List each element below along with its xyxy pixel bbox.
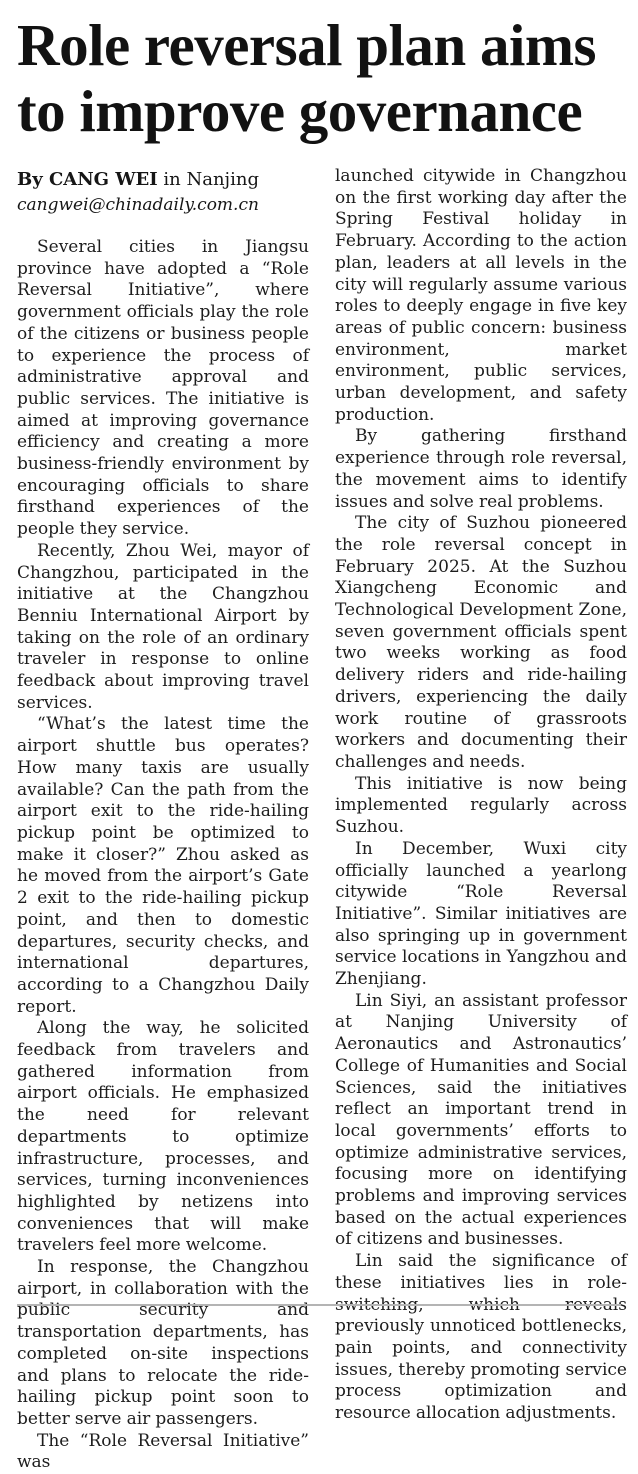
body-paragraph: The city of Suzhou pioneered the role reversal concept in February 2025. At the Suzhou Xiangcheng Economic and Technological Development Zone, seven government officials spent two weeks working as food delivery riders and ride-hailing drivers, experiencing the daily work routine of grassroots workers and documenting their challenges and needs. [335,513,627,772]
byline-author: By CANG WEI [17,169,158,190]
body-paragraph: The “Role Reversal Initiative” was [17,1430,309,1473]
body-paragraph: In response, the Changzhou airport, in collaboration with the public security and transportation departments, has completed on-site inspections and plans to relocate the ride-hailing pickup point soon to better serve air passengers. [17,1257,309,1429]
body-paragraph: “What’s the latest time the airport shuttle bus operates? How many taxis are usually available? Can the path from the airport exit to the ride-hailing pickup point be optimized to make it closer?” Zhou asked as he moved from the airport’s Gate 2 exit to the ride-hailing pickup point, and then to domestic departures, security checks, and international departures, according to a Changzhou Daily report. [17,714,309,1017]
right-column-paragraphs [335,166,627,1425]
headline-line-1: Role reversal plan aims [17,12,596,78]
body-paragraph: Lin Siyi, an assistant professor at Nanjing University of Aeronautics and Astronautics’ College of Humanities and Social Sciences, said the initiatives reflect an important trend in local governments’ efforts to optimize administrative services, focusing more on identifying problems and improving services based on the actual experiences of citizens and businesses. [335,990,627,1250]
body-paragraph: Lin said the significance of these initiatives lies in role-switching, which reveals previously unnoticed bottlenecks, pain points, and connectivity issues, thereby promoting service process optimization and resource allocation adjustments. [335,1251,627,1424]
column-right [335,166,627,1425]
column-left [17,166,309,1474]
article-columns [17,166,627,1474]
body-paragraph: Several cities in Jiangsu province have adopted a “Role Reversal Initiative”, where government officials play the role of the citizens or business people to experience the process of administrative approval and public services. The initiative is aimed at improving governance efficiency and creating a more business-friendly environment by encouraging officials to share firsthand experiences of the people they service. [17,237,309,540]
byline [17,168,309,217]
body-paragraph: Along the way, he solicited feedback from travelers and gathered information from airport officials. He emphasized the need for relevant departments to optimize infrastructure, processes, and services, turning inconveniences highlighted by netizens into conveniences that will make travelers feel more welcome. [17,1018,309,1256]
byline-email: cangwei@chinadaily.com.cn [17,195,259,215]
left-column-paragraphs [17,237,309,1474]
body-paragraph: This initiative is now being implemented regularly across Suzhou. [335,773,627,838]
body-paragraph: launched citywide in Changzhou on the first working day after the Spring Festival holiday in February. According to the action plan, leaders at all levels in the city will regularly assume various roles to deeply engage in five key areas of public concern: business environment, market environment, public services, urban development, and safety production. [335,166,627,425]
article-headline [17,12,621,144]
footer-divider [17,1304,621,1306]
headline-line-2: to improve governance [17,78,583,144]
body-paragraph: By gathering firsthand experience through role reversal, the movement aims to identify issues and solve real problems. [335,426,627,512]
body-paragraph: In December, Wuxi city officially launched a yearlong citywide “Role Reversal Initiative”. Similar initiatives are also springing up in government service locations in Yangzhou and Zhenjiang. [335,838,627,990]
byline-location: in Nanjing [157,169,260,190]
body-paragraph: Recently, Zhou Wei, mayor of Changzhou, participated in the initiative at the Changzhou Benniu International Airport by taking on the role of an ordinary traveler in response to online feedback about improving travel services. [17,540,309,713]
